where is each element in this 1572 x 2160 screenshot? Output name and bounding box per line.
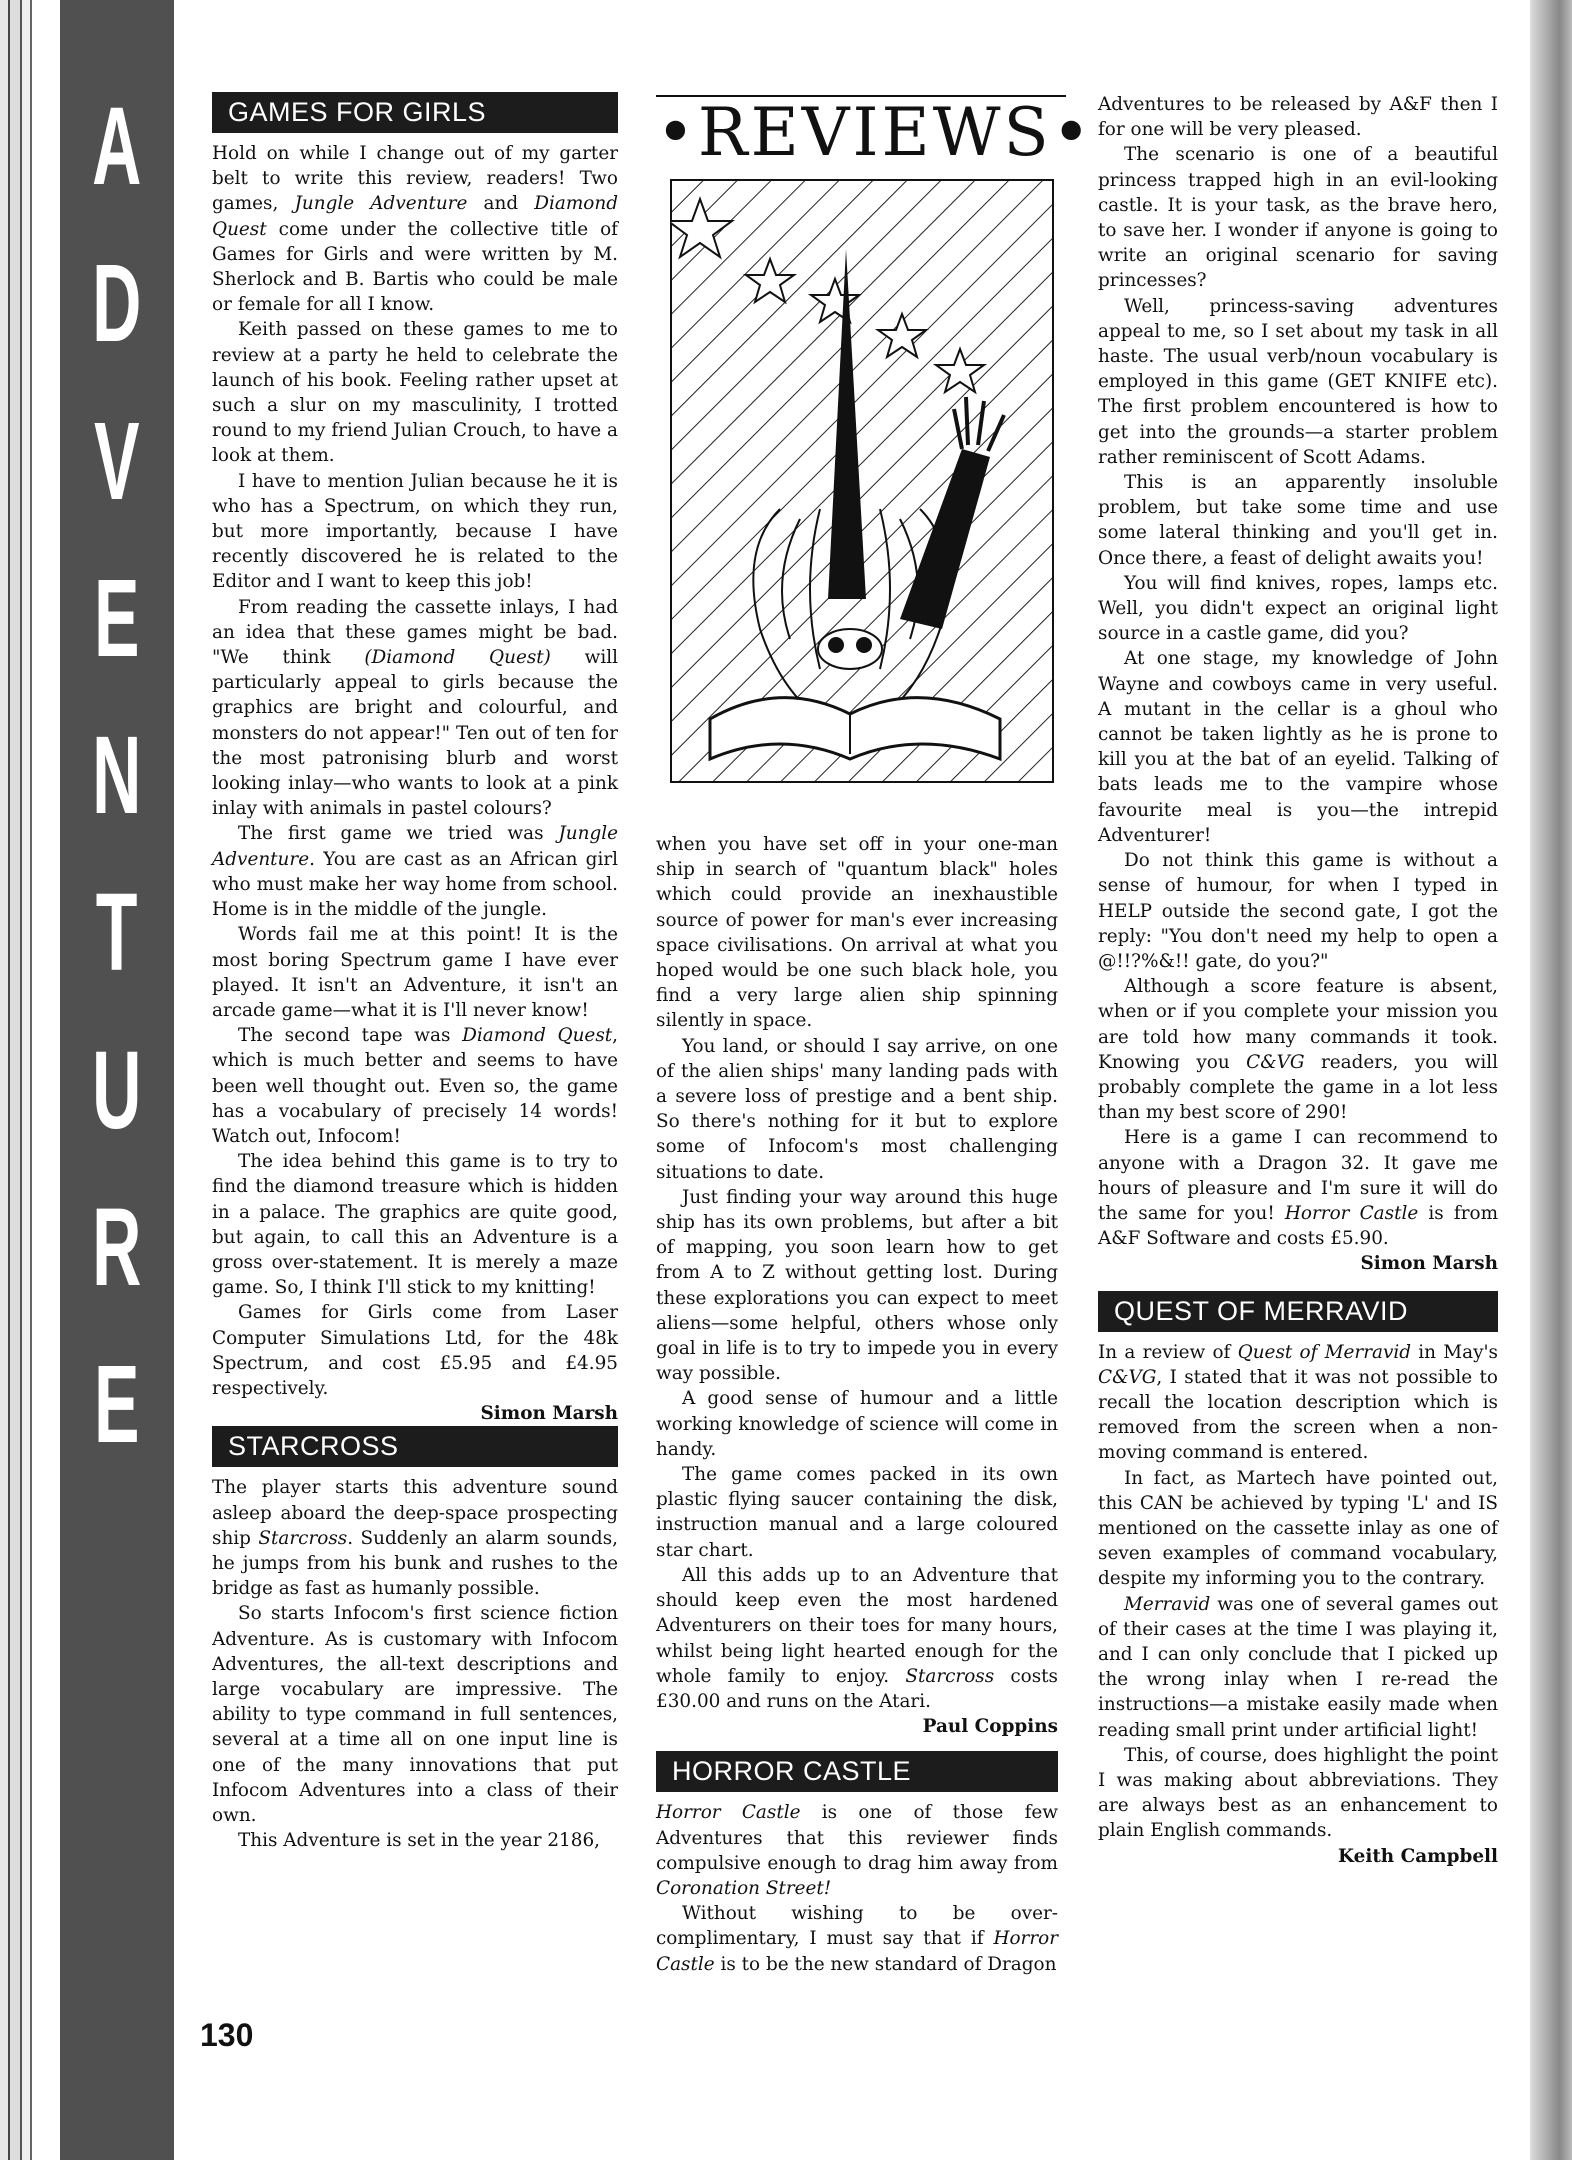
author-signature: Keith Campbell	[1338, 1845, 1498, 1867]
column-2	[656, 832, 1058, 1977]
paragraph: when you have set off in your one-man ship in search of "quantum black" holes which could provide an inexhaustible source of power for man's ever increasing space civilisations. On arrival at what you hoped would be one such black hole, you find a very large alien ship spinning silently in space.	[656, 834, 1058, 1032]
paragraph: Although a score feature is absent, when or if you complete your mission you are told how many commands it took. Knowing you C&VG readers, you will probably complete the game in a lot less than my best score of 290!	[1098, 976, 1498, 1124]
heading-starcross: STARCROSS	[212, 1426, 618, 1467]
paragraph: From reading the cassette inlays, I had an idea that these games might be bad. "We think (Diamond Quest) will particularly appeal to girls because the graphics are bright and colourful, and monsters do not appear!" Ten out of ten for the most patronising blurb and worst looking inlay—who wants to look at a pink inlay with animals in pastel colours?	[212, 596, 618, 820]
section-letter: U	[92, 1028, 142, 1152]
paragraph: This, of course, does highlight the point I was making about abbreviations. They are always best as an enhancement to plain English commands.	[1098, 1744, 1498, 1842]
page-number: 130	[200, 2017, 254, 2053]
paragraph: Hold on while I change out of my garter belt to write this review, readers! Two games, Jungle Adventure and Diamond Quest come under the collective title of Games for Girls and were written by M. Sherlock and B. Bartis who could be male or female for all I know.	[212, 143, 618, 316]
paragraph: Merravid was one of several games out of their cases at the time I was playing it, and I can only conclude that I picked up the wrong inlay when I re-read the instructions—a mistake easily made when reading small print under artificial light!	[1098, 1593, 1498, 1741]
section-letter: T	[96, 871, 138, 995]
paragraph: So starts Infocom's first science fiction Adventure. As is customary with Infocom Adventures, the all-text descriptions and large vocabulary are impressive. The ability to type command in full sentences, several at a time all on one input line is one of the many innovations that put Infocom Adventures into a class of their own.	[212, 1603, 618, 1826]
paragraph: The game comes packed in its own plastic flying saucer containing the disk, instruction manual and a large coloured star chart.	[656, 1464, 1058, 1561]
section-letter: D	[92, 242, 142, 366]
paragraph: The idea behind this game is to try to find the diamond treasure which is hidden in a palace. The graphics are quite good, but again, to call this an Adventure is a gross over-statement. It is merely a maze game. So, I think I'll stick to my knitting!	[212, 1151, 618, 1299]
section-letter: A	[92, 85, 142, 208]
heading-quest-of-merravid: QUEST OF MERRAVID	[1098, 1291, 1498, 1332]
author-signature: Simon Marsh	[1360, 1253, 1498, 1275]
paragraph: In fact, as Martech have pointed out, this CAN be achieved by typing 'L' and IS mentioned on the cassette inlay as one of seven examples of command vocabulary, despite my informing you to the contrary.	[1098, 1467, 1498, 1590]
column-3	[1098, 92, 1498, 1869]
paragraph: At one stage, my knowledge of John Wayne and cowboys came in very useful. A mutant in the cellar is a ghoul who cannot be taken lightly as he is prone to kill you at the bat of an eyelid. Talking of bats leads me to the vampire whose favourite meal is you—the intrepid Adventurer!	[1098, 648, 1498, 846]
section-letter: V	[94, 399, 140, 523]
paragraph: The player starts this adventure sound asleep aboard the deep-space prospecting ship Starcross. Suddenly an alarm sounds, he jumps from his bunk and rushes to the bridge as fast as humanly possible.	[212, 1477, 618, 1600]
paragraph: The first game we tried was Jungle Adventure. You are cast as an African girl who must make her way home from school. Home is in the middle of the jungle.	[212, 823, 618, 921]
paragraph: Games for Girls come from Laser Computer Simulations Ltd, for the 48k Spectrum, and cost £5.95 and £4.95 respectively.	[212, 1302, 618, 1399]
reviews-banner	[656, 94, 1094, 787]
paragraph: Just finding your way around this huge ship has its own problems, but after a bit of mapping, you soon learn how to get from A to Z without getting lost. During these explorations you can expect to meet aliens—some helpful, others whose only goal in life is to try to impede you in every way possible.	[656, 1186, 1058, 1385]
paragraph: Without wishing to be over-complimentary, I must say that if Horror Castle is to be the new standard of Dragon	[656, 1903, 1058, 1975]
author-signature: Simon Marsh	[480, 1403, 618, 1425]
paragraph: You will find knives, ropes, lamps etc. Well, you didn't expect an original light source in a castle game, did you?	[1098, 572, 1498, 645]
paragraph: Words fail me at this point! It is the most boring Spectrum game I have ever played. It isn't an Adventure, it isn't an arcade game—what it is I'll never know!	[212, 924, 618, 1021]
paragraph: A good sense of humour and a little working knowledge of science will come in handy.	[656, 1388, 1058, 1460]
page-binding-edge	[0, 0, 36, 2160]
paragraph: Adventures to be released by A&F then I for one will be very pleased.	[1098, 94, 1498, 141]
author-signature: Paul Coppins	[922, 1716, 1058, 1738]
paragraph: Keith passed on these games to me to review at a party he held to celebrate the launch of his book. Feeling rather upset at such a slur on my masculinity, I trotted round to my friend Julian Crouch, to have a look at them.	[212, 319, 618, 467]
paragraph: Here is a game I can recommend to anyone with a Dragon 32. It gave me hours of pleasure and I'm sure it will do the same for you! Horror Castle is from A&F Software and costs £5.90.	[1098, 1127, 1499, 1250]
section-letter: R	[92, 1185, 142, 1309]
paragraph: Well, princess-saving adventures appeal to me, so I set about my task in all haste. The usual verb/noun vocabulary is employed in this game (GET KNIFE etc). The first problem encountered is how to get into the grounds—a starter problem rather reminiscent of Scott Adams.	[1098, 295, 1498, 468]
page-right-shadow	[1530, 0, 1572, 2160]
section-letter: E	[94, 1343, 140, 1466]
reviews-title: •REVIEWS•	[656, 94, 1094, 171]
paragraph: This is an apparently insoluble problem, but take some time and use some lateral thinking and you'll get in. Once there, a feast of delight awaits you!	[1098, 472, 1498, 569]
section-letter: E	[94, 556, 140, 680]
paragraph: The second tape was Diamond Quest, which is much better and seems to have been well thought out. Even so, the game has a vocabulary of precisely 14 words! Watch out, Infocom!	[212, 1025, 619, 1147]
wizard-illustration	[670, 179, 1054, 783]
paragraph: The scenario is one of a beautiful princess trapped high in an evil-looking castle. It is your task, as the brave hero, to save her. I wonder if anyone is going to write an original scenario for saving princesses?	[1098, 144, 1498, 292]
paragraph: Do not think this game is without a sense of humour, for when I typed in HELP outside the second gate, I got the reply: "You don't need my help to open a @!!?%&!! gate, do you?"	[1098, 850, 1498, 972]
column-1	[212, 92, 618, 1853]
section-title-adventure	[60, 85, 174, 1492]
heading-horror-castle: HORROR CASTLE	[656, 1751, 1058, 1792]
paragraph: This Adventure is set in the year 2186,	[238, 1830, 600, 1852]
paragraph: All this adds up to an Adventure that should keep even the most hardened Adventurers on their toes for many hours, whilst being light hearted enough for the whole family to enjoy. Starcross costs £30.00 and runs on the Atari.	[656, 1564, 1058, 1712]
heading-games-for-girls: GAMES FOR GIRLS	[212, 92, 618, 133]
paragraph: In a review of Quest of Merravid in May's C&VG, I stated that it was not possible to recall the location description which is removed from the screen when a non-moving command is entered.	[1098, 1341, 1498, 1464]
paragraph: I have to mention Julian because he it is who has a Spectrum, on which they run, but more importantly, because I have recently discovered he is related to the Editor and I want to keep this job!	[212, 470, 618, 593]
section-letter: N	[92, 714, 142, 837]
paragraph: Horror Castle is one of those few Adventures that this reviewer finds compulsive enough to drag him away from Coronation Street!	[656, 1802, 1058, 1899]
paragraph: You land, or should I say arrive, on one of the alien ships' many landing pads with a severe loss of prestige and a bent ship. So there's nothing for it but to explore some of Infocom's most challenging situations to date.	[656, 1035, 1058, 1183]
